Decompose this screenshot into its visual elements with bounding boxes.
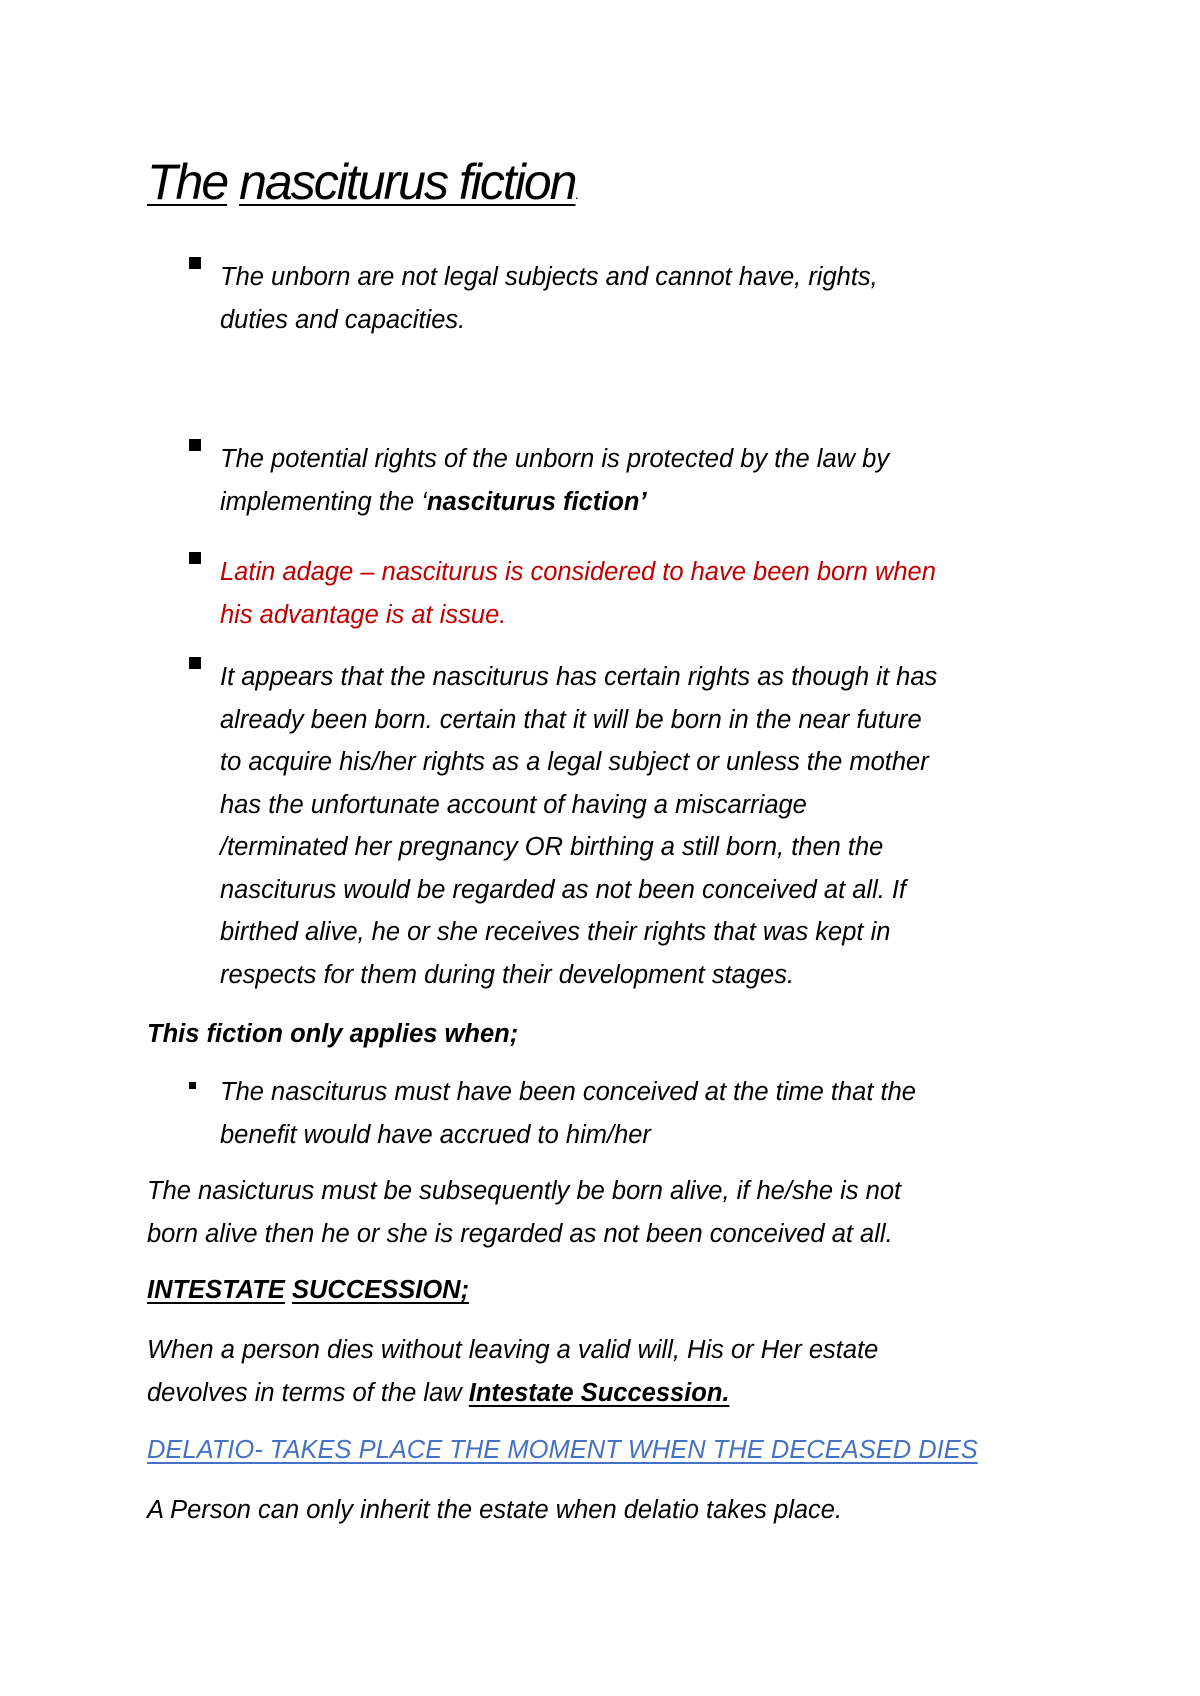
born-alive-paragraph (147, 1170, 901, 1255)
bullet-4-line-8: respects for them during their development stages. (220, 960, 795, 989)
born-alive-line-1: The nasicturus must be subsequently be born alive, if he/she is not (147, 1177, 902, 1205)
square-bullet-icon (189, 657, 201, 669)
title-trailing-dot: . (575, 186, 578, 202)
bullet-1-text (220, 256, 878, 341)
bullet-4-line-7: birthed alive, he or she receives their rights that was kept in (220, 918, 891, 946)
applies-bullet-line-1: The nasciturus must have been conceived at the time that the (220, 1078, 916, 1106)
bullet-2-text (220, 438, 889, 523)
small-square-bullet-icon (189, 1082, 196, 1089)
page-title (147, 152, 577, 224)
delatio-paragraph: A Person can only inherit the estate when delatio takes place. (147, 1496, 843, 1524)
bullet-2-line-2-pre: implementing the ‘ (220, 487, 427, 516)
bullet-4-text (220, 656, 937, 996)
square-bullet-icon (189, 552, 201, 564)
bullet-2-line-1: The potential rights of the unborn is protected by the law by (220, 445, 890, 473)
title-word-the: The (147, 154, 228, 210)
bullet-4-line-3: to acquire his/her rights as a legal subject or unless the mother (220, 748, 929, 776)
intestate-line-1: When a person dies without leaving a valid will, His or Her estate (147, 1336, 879, 1364)
intestate-succession-heading (147, 1269, 469, 1312)
intestate-heading-word-1: INTESTATE (147, 1276, 285, 1304)
bullet-2-term-nasciturus-fiction: nasciturus fiction’ (426, 487, 647, 516)
born-alive-line-2: born alive then he or she is regarded as not been conceived at all. (147, 1219, 893, 1248)
bullet-4-line-6: nasciturus would be regarded as not been conceived at all. If (220, 875, 907, 904)
intestate-paragraph (147, 1329, 878, 1414)
bullet-3-line-2: his advantage is at issue. (220, 600, 507, 629)
intestate-line-2-pre: devolves in terms of the law (147, 1378, 469, 1407)
bullet-4-line-5: /terminated her pregnancy OR birthing a still born, then the (220, 833, 884, 861)
delatio-heading: DELATIO- TAKES PLACE THE MOMENT WHEN THE DECEASED DIES (147, 1436, 978, 1464)
bullet-3-latin-adage (220, 551, 936, 636)
bullet-4-line-4: has the unfortunate account of having a miscarriage (220, 790, 807, 819)
bullet-1-line-1: The unborn are not legal subjects and cannot have, rights, (220, 263, 878, 291)
bullet-3-line-1: Latin adage – nasciturus is considered to have been born when (220, 558, 936, 586)
bullet-1-line-2: duties and capacities. (220, 305, 466, 334)
applies-heading: This fiction only applies when; (147, 1020, 519, 1048)
bullet-4-line-2: already been born. certain that it will be born in the near future (220, 705, 922, 734)
square-bullet-icon (189, 257, 201, 269)
bullet-4-line-1: It appears that the nasciturus has certain rights as though it has (220, 663, 938, 691)
applies-bullet-line-2: benefit would have accrued to him/her (220, 1120, 651, 1149)
intestate-succession-term: Intestate Succession. (468, 1378, 730, 1407)
square-bullet-icon (189, 439, 201, 451)
intestate-heading-word-2: SUCCESSION; (291, 1276, 470, 1304)
title-word-nasciturus-fiction: nasciturus fiction (239, 154, 576, 210)
applies-bullet-text (220, 1071, 916, 1156)
